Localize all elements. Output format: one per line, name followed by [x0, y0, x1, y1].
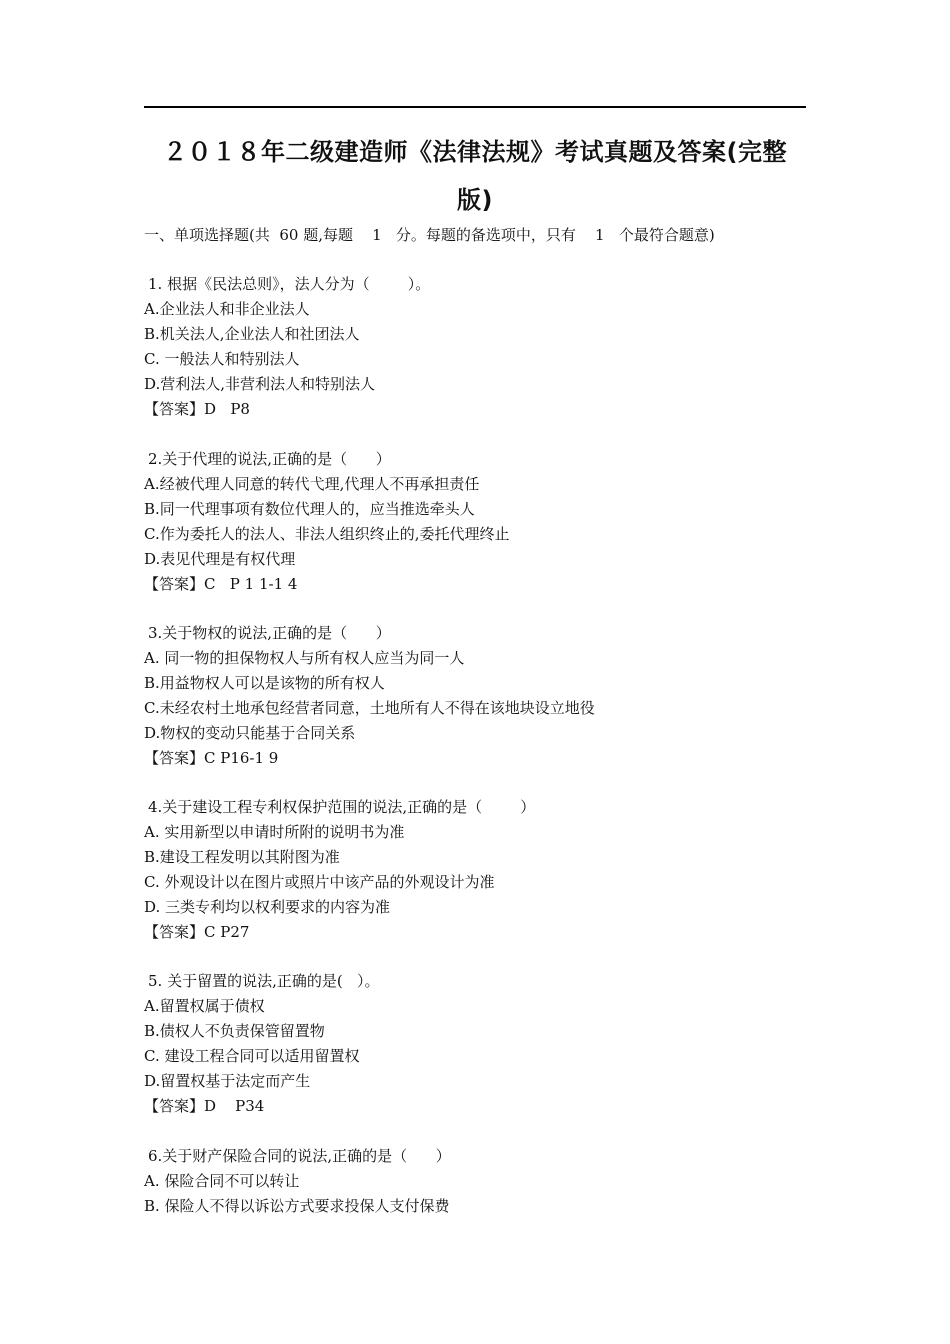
- question-option: A. 同一物的担保物权人与所有权人应当为同一人: [144, 649, 465, 667]
- question-answer: 【答案】C P16-1 9: [144, 749, 279, 767]
- question-option: D.营利法人,非营利法人和特别法人: [144, 375, 376, 393]
- question-option: A.企业法人和非企业法人: [144, 300, 310, 318]
- question-option: B. 保险人不得以诉讼方式要求投保人支付保费: [144, 1197, 450, 1215]
- question-option: C. 建设工程合同可以适用留置权: [144, 1047, 360, 1065]
- document-title: ２０１８年二级建造师《法律法规》考试真题及答案(完整: [163, 138, 787, 166]
- question-option: D.物权的变动只能基于合同关系: [144, 724, 356, 742]
- question-stem: 6.关于财产保险合同的说法,正确的是（ ）: [148, 1147, 451, 1165]
- question-answer: 【答案】D P34: [144, 1097, 265, 1115]
- question-answer: 【答案】C P 1 1-1 4: [144, 575, 298, 593]
- question-option: A.留置权属于债权: [144, 997, 265, 1015]
- question-option: C. 外观设计以在图片或照片中该产品的外观设计为准: [144, 873, 495, 891]
- question-stem: 5. 关于留置的说法,正确的是( ）。: [148, 972, 380, 990]
- question-answer: 【答案】D P8: [144, 400, 250, 418]
- section-heading: 一、单项选择题(共 60 题,每题 1 分。每题的备选项中，只有 1 个最符合题意): [144, 226, 715, 244]
- question-option: C.作为委托人的法人、非法人组织终止的,委托代理终止: [144, 525, 510, 543]
- question-option: B.机关法人,企业法人和社团法人: [144, 325, 360, 343]
- document-title-continued: 版): [457, 186, 493, 214]
- question-option: D.表见代理是有权代理: [144, 550, 296, 568]
- question-answer: 【答案】C P27: [144, 923, 250, 941]
- question-option: A. 实用新型以申请时所附的说明书为准: [144, 823, 405, 841]
- question-stem: 3.关于物权的说法,正确的是（ ）: [148, 624, 391, 642]
- header-rule: [144, 106, 806, 108]
- question-stem: 2.关于代理的说法,正确的是（ ）: [148, 450, 391, 468]
- question-option: A. 保险合同不可以转让: [144, 1172, 300, 1190]
- question-stem: 4.关于建设工程专利权保护范围的说法,正确的是（ ）: [148, 798, 536, 816]
- question-option: C. 一般法人和特别法人: [144, 350, 300, 368]
- question-option: A.经被代理人同意的转代弋理,代理人不再承担责任: [144, 475, 480, 493]
- question-stem: 1. 根据《民法总则》，法人分为（ ）。: [148, 275, 431, 293]
- question-option: B.债权人不负责保管留置物: [144, 1022, 325, 1040]
- question-option: C.未经农村土地承包经营者同意，土地所有人不得在该地块设立地役: [144, 699, 595, 717]
- question-option: B.用益物权人可以是该物的所有权人: [144, 674, 385, 692]
- question-option: D. 三类专利均以权利要求的内容为准: [144, 898, 391, 916]
- question-option: B.建设工程发明以其附图为准: [144, 848, 340, 866]
- question-option: B.同一代理事项有数位代理人的，应当推选牵头人: [144, 500, 475, 518]
- question-option: D.留置权基于法定而产生: [144, 1072, 311, 1090]
